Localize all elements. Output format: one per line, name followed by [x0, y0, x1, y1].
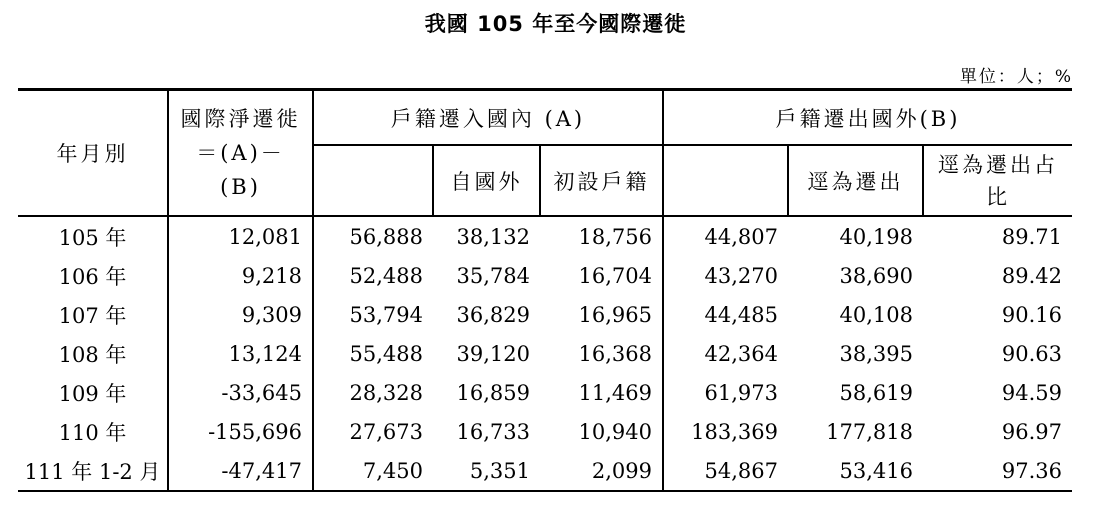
header-net [168, 90, 313, 217]
header-out-ratio-line2: 比 [986, 184, 1011, 209]
table-row [18, 334, 1072, 373]
cell-out-total: 61,973 [663, 373, 788, 412]
cell-out-overdue: 40,198 [839, 224, 914, 249]
cell-net: 9,218 [241, 263, 302, 288]
table-row [18, 451, 1072, 491]
table-row [18, 216, 1072, 256]
cell-net: -155,696 [208, 419, 302, 444]
cell-period: 105 年 [18, 216, 168, 256]
cell-out-overdue: 40,108 [839, 302, 914, 327]
cell-out-total: 44,485 [663, 295, 788, 334]
cell-in-abroad: 5,351 [469, 458, 530, 483]
header-net-line2: ＝(A)－ [196, 141, 285, 165]
header-in-total [313, 145, 433, 216]
cell-out-total: 43,270 [663, 256, 788, 295]
cell-in-initial: 10,940 [578, 419, 653, 444]
cell-in-initial: 11,469 [578, 380, 653, 405]
cell-in-total: 52,488 [313, 256, 433, 295]
cell-in-abroad: 39,120 [456, 341, 530, 366]
cell-in-total: 56,888 [313, 216, 433, 256]
unit-note: 單位：人；% [959, 67, 1073, 87]
cell-in-abroad: 16,859 [456, 380, 530, 405]
cell-out-ratio: 90.16 [1001, 302, 1063, 327]
header-in-group: 戶籍遷入國內 (A) [313, 90, 663, 146]
cell-net: -33,645 [221, 380, 302, 405]
cell-in-initial: 16,965 [578, 302, 653, 327]
cell-in-total: 28,328 [313, 373, 433, 412]
cell-in-initial: 16,704 [578, 263, 653, 288]
header-out-overdue: 逕為遷出 [788, 145, 923, 216]
cell-period: 108 年 [18, 334, 168, 373]
cell-out-total: 42,364 [663, 334, 788, 373]
cell-in-total: 53,794 [313, 295, 433, 334]
cell-period: 107 年 [18, 295, 168, 334]
migration-table [18, 88, 1072, 492]
header-in-initial: 初設戶籍 [540, 145, 663, 216]
cell-out-ratio: 97.36 [1001, 458, 1063, 483]
table-row [18, 256, 1072, 295]
cell-out-ratio: 96.97 [1001, 419, 1063, 444]
table-row [18, 412, 1072, 451]
cell-out-total: 44,807 [663, 216, 788, 256]
page-title: 我國 105 年至今國際遷徙 [424, 12, 687, 36]
cell-in-total: 7,450 [313, 451, 433, 491]
cell-period: 106 年 [18, 256, 168, 295]
header-out-ratio [923, 145, 1072, 216]
cell-net: -47,417 [221, 458, 302, 483]
header-period: 年月別 [56, 142, 129, 166]
table-row [18, 373, 1072, 412]
header-out-total [663, 145, 788, 216]
cell-in-abroad: 16,733 [456, 419, 530, 444]
cell-out-overdue: 177,818 [826, 419, 914, 444]
cell-out-total: 54,867 [663, 451, 788, 491]
header-net-line1: 國際淨遷徙 [180, 107, 301, 131]
table-row [18, 295, 1072, 334]
cell-out-overdue: 53,416 [839, 458, 914, 483]
cell-out-ratio: 90.63 [1001, 341, 1063, 366]
cell-period: 111 年 1-2 月 [18, 451, 168, 491]
cell-in-initial: 16,368 [578, 341, 653, 366]
header-out-group: 戶籍遷出國外(B) [663, 90, 1072, 146]
cell-out-ratio: 89.42 [1001, 263, 1063, 288]
header-out-ratio-line1: 逕為遷出占 [938, 152, 1059, 177]
cell-out-ratio: 94.59 [1001, 380, 1063, 405]
cell-net: 13,124 [228, 341, 302, 366]
header-net-line3: (B) [220, 175, 261, 199]
cell-in-initial: 18,756 [578, 224, 653, 249]
cell-out-total: 183,369 [663, 412, 788, 451]
cell-out-overdue: 38,690 [839, 263, 914, 288]
cell-in-abroad: 35,784 [456, 263, 530, 288]
cell-out-overdue: 58,619 [839, 380, 914, 405]
cell-net: 9,309 [241, 302, 302, 327]
cell-in-initial: 2,099 [591, 458, 653, 483]
cell-period: 110 年 [18, 412, 168, 451]
cell-net: 12,081 [228, 224, 302, 249]
cell-in-abroad: 36,829 [456, 302, 530, 327]
cell-period: 109 年 [18, 373, 168, 412]
header-in-abroad: 自國外 [433, 145, 540, 216]
cell-in-total: 55,488 [313, 334, 433, 373]
cell-out-ratio: 89.71 [1001, 224, 1063, 249]
cell-in-abroad: 38,132 [456, 224, 530, 249]
cell-in-total: 27,673 [313, 412, 433, 451]
cell-out-overdue: 38,395 [839, 341, 914, 366]
